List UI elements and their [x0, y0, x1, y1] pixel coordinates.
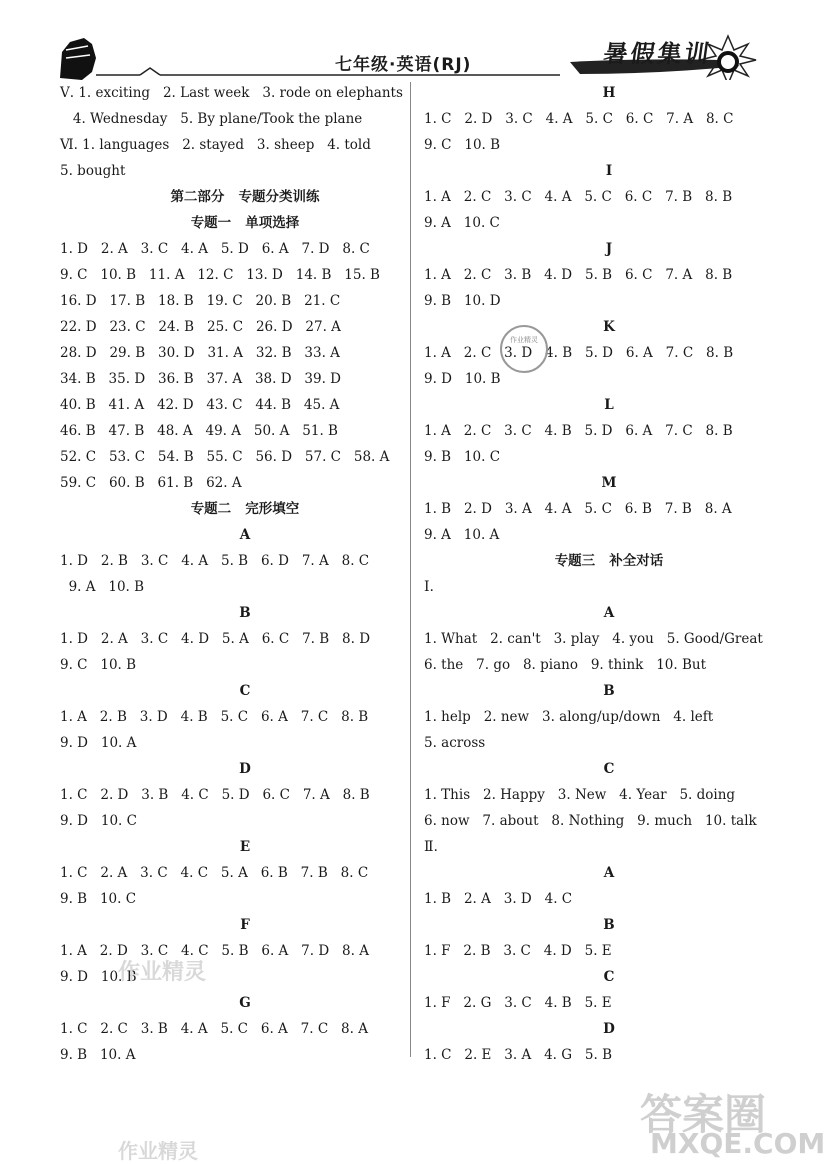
answer-line: 1. D 2. A 3. C 4. A 5. D 6. A 7. D 8. C [60, 241, 370, 257]
answer-line: 1. A 2. C 3. D 4. B 5. D 6. A 7. C 8. B [424, 345, 734, 361]
answer-line: 1. D 2. A 3. C 4. D 5. A 6. C 7. B 8. D [60, 631, 371, 647]
subsection-label: J [605, 241, 613, 257]
subsection-label: M [601, 475, 617, 491]
answer-line: 9. C 10. B [424, 137, 501, 153]
answer-line: 1. help 2. new 3. along/up/down 4. left [424, 709, 714, 725]
answer-line: 1. A 2. C 3. C 4. A 5. C 6. C 7. B 8. B [424, 189, 733, 205]
stamp-watermark [500, 325, 548, 373]
left-column [60, 80, 430, 1068]
answer-line: 9. C 10. B [60, 657, 137, 673]
watermark-logo: 答案圈 [640, 1090, 767, 1139]
section-heading: 专题二 完形填空 [190, 501, 300, 517]
answer-line: 46. B 47. B 48. A 49. A 50. A 51. B [60, 423, 338, 439]
watermark-url: MXQE.COM [650, 1127, 826, 1160]
subsection-label: C [603, 761, 615, 777]
answer-line: 4. Wednesday 5. By plane/Took the plane [60, 111, 363, 127]
answer-line: 9. A 10. B [60, 579, 145, 595]
answer-line: 9. D 10. A [60, 735, 137, 751]
answer-line: 28. D 29. B 30. D 31. A 32. B 33. A [60, 345, 340, 361]
watermark-text: 作业精灵 [118, 1139, 198, 1163]
subsection-label: F [240, 917, 250, 933]
answer-line: 9. A 10. A [424, 527, 500, 543]
answer-line: 1. What 2. can't 3. play 4. you 5. Good/Great [424, 631, 763, 647]
subsection-label: A [603, 865, 615, 881]
subsection-label: C [239, 683, 251, 699]
section-heading: 专题一 单项选择 [190, 215, 300, 231]
answer-line: 1. This 2. Happy 3. New 4. Year 5. doing [424, 787, 736, 803]
section-heading: 专题三 补全对话 [554, 553, 664, 569]
answer-line: 1. D 2. B 3. C 4. A 5. B 6. D 7. A 8. C [60, 553, 370, 569]
part-label: Ⅰ. [424, 579, 434, 595]
section-heading: 第二部分 专题分类训练 [170, 189, 320, 205]
answer-line: 1. A 2. D 3. C 4. C 5. B 6. A 7. D 8. A [60, 943, 369, 959]
answer-line: 9. B 10. A [60, 1047, 136, 1063]
subsection-label: H [602, 85, 616, 101]
answer-line: Ⅵ. 1. languages 2. stayed 3. sheep 4. told [60, 137, 371, 153]
header-title: 七年级·英语(RJ) [335, 55, 472, 75]
answer-line: 1. F 2. B 3. C 4. D 5. E [424, 943, 612, 959]
answer-line: 1. A 2. C 3. B 4. D 5. B 6. C 7. A 8. B [424, 267, 733, 283]
subsection-label: E [239, 839, 251, 855]
part-label: Ⅱ. [424, 839, 438, 855]
subsection-label: A [603, 605, 615, 621]
answer-line: 9. D 10. B [60, 969, 137, 985]
answer-line: 1. C 2. D 3. B 4. C 5. D 6. C 7. A 8. B [60, 787, 370, 803]
answer-line: 9. B 10. C [424, 449, 501, 465]
answer-line: 1. A 2. C 3. C 4. B 5. D 6. A 7. C 8. B [424, 423, 733, 439]
answer-line: Ⅴ. 1. exciting 2. Last week 3. rode on elephants [60, 85, 403, 101]
answer-line: 1. A 2. B 3. D 4. B 5. C 6. A 7. C 8. B [60, 709, 369, 725]
header-brand: 暑假集训 [601, 39, 714, 68]
answer-line: 6. now 7. about 8. Nothing 9. much 10. talk [424, 813, 757, 829]
fist-icon [60, 38, 96, 80]
right-column [424, 80, 794, 1068]
subsection-label: D [239, 761, 251, 777]
answer-line: 9. D 10. C [60, 813, 137, 829]
answer-line: 5. across [424, 735, 486, 751]
answer-line: 40. B 41. A 42. D 43. C 44. B 45. A [60, 397, 340, 413]
subsection-label: K [603, 319, 615, 335]
answer-line: 5. bought [60, 163, 126, 179]
answer-line: 9. A 10. C [424, 215, 500, 231]
answer-line: 1. B 2. D 3. A 4. A 5. C 6. B 7. B 8. A [424, 501, 732, 517]
subsection-label: I [605, 163, 613, 179]
answer-line: 22. D 23. C 24. B 25. C 26. D 27. A [60, 319, 341, 335]
subsection-label: B [239, 605, 251, 621]
answer-line: 1. C 2. E 3. A 4. G 5. B [424, 1047, 612, 1063]
page-header [0, 0, 828, 80]
answer-line: 6. the 7. go 8. piano 9. think 10. But [424, 657, 707, 673]
answer-line: 1. F 2. G 3. C 4. B 5. E [424, 995, 612, 1011]
answer-line: 1. C 2. D 3. C 4. A 5. C 6. C 7. A 8. C [424, 111, 734, 127]
subsection-label: L [604, 397, 614, 413]
watermark-text: 作业精灵 [118, 960, 207, 985]
subsection-label: B [603, 917, 615, 933]
answer-line: 9. B 10. D [424, 293, 501, 309]
answer-line: 52. C 53. C 54. B 55. C 56. D 57. C 58. A [60, 449, 390, 465]
answer-line: 9. C 10. B 11. A 12. C 13. D 14. B 15. B [60, 267, 380, 283]
answer-line: 1. C 2. C 3. B 4. A 5. C 6. A 7. C 8. A [60, 1021, 368, 1037]
stamp-text: 作业精灵 [510, 336, 538, 344]
answer-line: 34. B 35. D 36. B 37. A 38. D 39. D [60, 371, 341, 387]
answer-line: 16. D 17. B 18. B 19. C 20. B 21. C [60, 293, 341, 309]
subsection-label: B [603, 683, 615, 699]
answer-line: 59. C 60. B 61. B 62. A [60, 475, 242, 491]
subsection-label: G [239, 995, 251, 1011]
answer-line: 9. D 10. B [424, 371, 501, 387]
subsection-label: D [603, 1021, 615, 1037]
answer-line: 9. B 10. C [60, 891, 137, 907]
answer-line: 1. B 2. A 3. D 4. C [424, 891, 573, 907]
answer-line: 1. C 2. A 3. C 4. C 5. A 6. B 7. B 8. C [60, 865, 369, 881]
subsection-label: A [239, 527, 251, 543]
subsection-label: C [603, 969, 615, 985]
